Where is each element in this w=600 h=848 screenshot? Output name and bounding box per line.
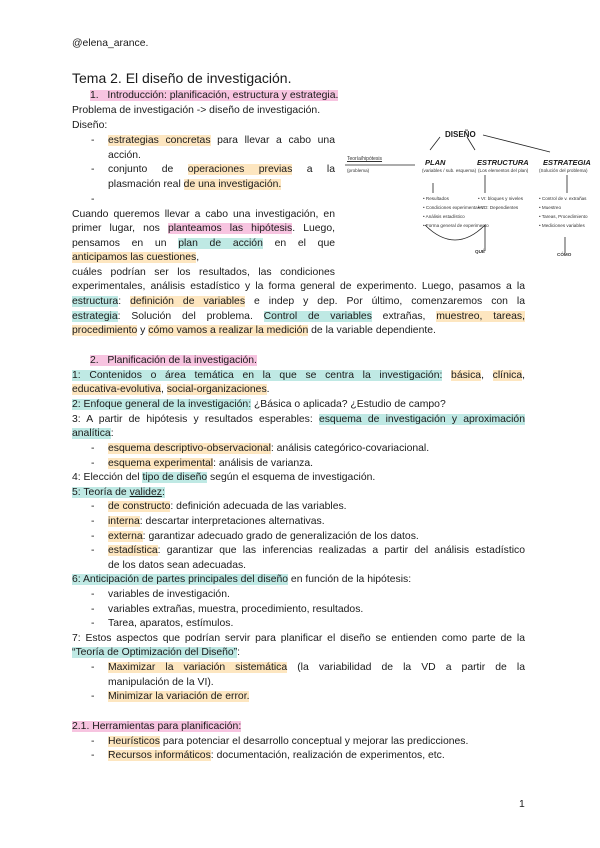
parte-variables: variables de investigación. (108, 589, 230, 600)
para-line-7: estructura: definición de variables e indep y dep. Por último, comenzaremos con la (72, 296, 525, 307)
item-7-cont: “Teoría de Optimización del Diseño”: (72, 647, 241, 658)
diagram-left-label: Teoría/hipótesis (347, 156, 383, 162)
bullet-dash: - (91, 516, 95, 527)
optim-maximizar: Maximizar la variación sistemática (la variabilidad de la VD a partir de la (108, 662, 525, 673)
diagram-estrategia-item: • Muestreo (539, 205, 562, 210)
page-title: Tema 2. El diseño de investigación. (72, 70, 292, 86)
page-number: 1 (519, 799, 525, 810)
optim-minimizar: Minimizar la variación de error. (108, 691, 250, 702)
design-diagram (345, 125, 590, 265)
diagram-estrategia-item: • Control de v. extrañas (539, 196, 587, 201)
bullet-dash: - (91, 545, 95, 556)
bullet-dash: - (91, 662, 95, 673)
bullet-dash: - (91, 135, 95, 146)
bullet-dash: - (91, 604, 95, 615)
diagram-estructura-item: • VD: Dependientes (478, 205, 519, 210)
author-handle: @elena_arance. (72, 38, 149, 49)
validez-estadistica: estadística: garantizar que las inferencias realizadas a partir del análisis estadístico (108, 545, 525, 556)
bullet-dash-empty: - (91, 194, 95, 205)
parte-extranas: variables extrañas, muestra, procedimiento, resultados. (108, 604, 364, 615)
section-2-heading: 2. Planificación de la investigación. (90, 355, 257, 366)
bullet-dash: - (91, 736, 95, 747)
diagram-estrategia-sub: (Solución del problema) (539, 168, 588, 173)
validez-estadistica-cont: de los datos sean adecuadas. (108, 560, 247, 571)
diagram-estructura-item: • VI: bloques y niveles (478, 196, 524, 201)
para-line-3: pensamos en un plan de acción en el que (72, 238, 335, 249)
item-4: 4: Elección del tipo de diseño según el esquema de investigación. (72, 472, 376, 483)
para-line-6: experimentales, análisis estadístico y la forma general de experimento. Luego, pasamos a la (72, 281, 525, 292)
esquema-descriptivo: esquema descriptivo-observacional: análisis categórico-covariacional. (108, 443, 430, 454)
diagram-plan-item: • Condiciones experimentales (423, 205, 484, 210)
bullet-estrategias-cont: acción. (108, 150, 141, 161)
diagram-plan-sub: (variables / sub. esquema) (422, 168, 477, 173)
para-line-4: anticipamos las cuestiones, (72, 252, 200, 263)
item-1: 1: Contenidos o área temática en la que se centra la investigación: básica, clínica, (72, 370, 526, 381)
item-5: 5: Teoría de validez: (72, 487, 165, 498)
herramienta-recursos: Recursos informáticos: documentación, realización de experimentos, etc. (108, 750, 445, 761)
optim-maximizar-cont: manipulación de la VI). (108, 677, 214, 688)
validez-interna: interna: descartar interpretaciones alternativas. (108, 516, 325, 527)
problem-line: Problema de investigación -> diseño de investigación. (72, 105, 321, 116)
item-7: 7: Estos aspectos que podrían servir para planificar el diseño se entienden como parte de la (72, 633, 525, 644)
bullet-dash: - (91, 691, 95, 702)
diseno-label: Diseño: (72, 120, 108, 131)
diagram-plan-item: • Análisis estadístico (423, 214, 465, 219)
bullet-dash: - (91, 750, 95, 761)
diagram-estructura: ESTRUCTURA (477, 158, 529, 167)
item-1-cont: educativa-evolutiva, social-organizaciones. (72, 384, 270, 395)
item-6: 6: Anticipación de partes principales del diseño en función de la hipótesis: (72, 574, 412, 585)
diagram-left-sub: (problema) (347, 168, 370, 173)
bullet-operaciones-cont: plasmación real de una investigación. (108, 179, 282, 190)
diagram-plan-item: • Resultados (423, 196, 449, 201)
diagram-como: CÓMO (557, 252, 572, 257)
bullet-dash: - (91, 164, 95, 175)
section-1-heading: 1. Introducción: planificación, estructura y estrategia. (90, 90, 339, 101)
bullet-dash: - (91, 443, 95, 454)
section-2-1-heading: 2.1. Herramientas para planificación: (72, 721, 242, 732)
bullet-dash: - (91, 531, 95, 542)
parte-tarea: Tarea, aparatos, estímulos. (108, 618, 234, 629)
para-line-8: estrategia: Solución del problema. Control de variables extrañas, muestreo, tareas, (72, 311, 525, 322)
bullet-operaciones: conjunto de operaciones previas a la (108, 164, 335, 175)
diagram-estrategia-item: • Mediciones variables (539, 223, 585, 228)
diagram-estrategia-item: • Tareas, Procedimiento (539, 214, 588, 219)
bullet-dash: - (91, 501, 95, 512)
diagram-estructura-sub: (Los elementos del plan) (478, 168, 529, 173)
diagram-top-node: DISEÑO (445, 130, 476, 139)
bullet-dash: - (91, 618, 95, 629)
para-line-5: cuáles podrían ser los resultados, las condiciones (72, 267, 335, 278)
para-line-9: procedimiento y cómo vamos a realizar la medición de la variable dependiente. (72, 325, 436, 336)
diagram-que: QUÉ (475, 249, 485, 254)
para-line-2: primer lugar, nos planteamos las hipótesis. Luego, (72, 223, 335, 234)
validez-externa: externa: garantizar adecuado grado de generalización de los datos. (108, 531, 419, 542)
bullet-estrategias: estrategias concretas para llevar a cabo una (108, 135, 335, 146)
para-line-1: Cuando queremos llevar a cabo una investigación, en (72, 209, 335, 220)
item-3: 3: A partir de hipótesis y resultados esperables: esquema de investigación y aproximación (72, 414, 525, 425)
herramienta-heuristicos: Heurísticos para potenciar el desarrollo conceptual y mejorar las predicciones. (108, 736, 469, 747)
bullet-dash: - (91, 458, 95, 469)
diagram-plan-item: • Forma general de experimento (423, 223, 489, 228)
item-3-cont: analítica: (72, 428, 114, 439)
bullet-dash: - (91, 589, 95, 600)
diagram-plan: PLAN (425, 158, 446, 167)
diagram-estrategia: ESTRATEGIA (543, 158, 591, 167)
esquema-experimental: esquema experimental: análisis de varianza. (108, 458, 314, 469)
validez-constructo: de constructo: definición adecuada de las variables. (108, 501, 347, 512)
item-2: 2: Enfoque general de la investigación: ¿Básica o aplicada? ¿Estudio de campo? (72, 399, 446, 410)
